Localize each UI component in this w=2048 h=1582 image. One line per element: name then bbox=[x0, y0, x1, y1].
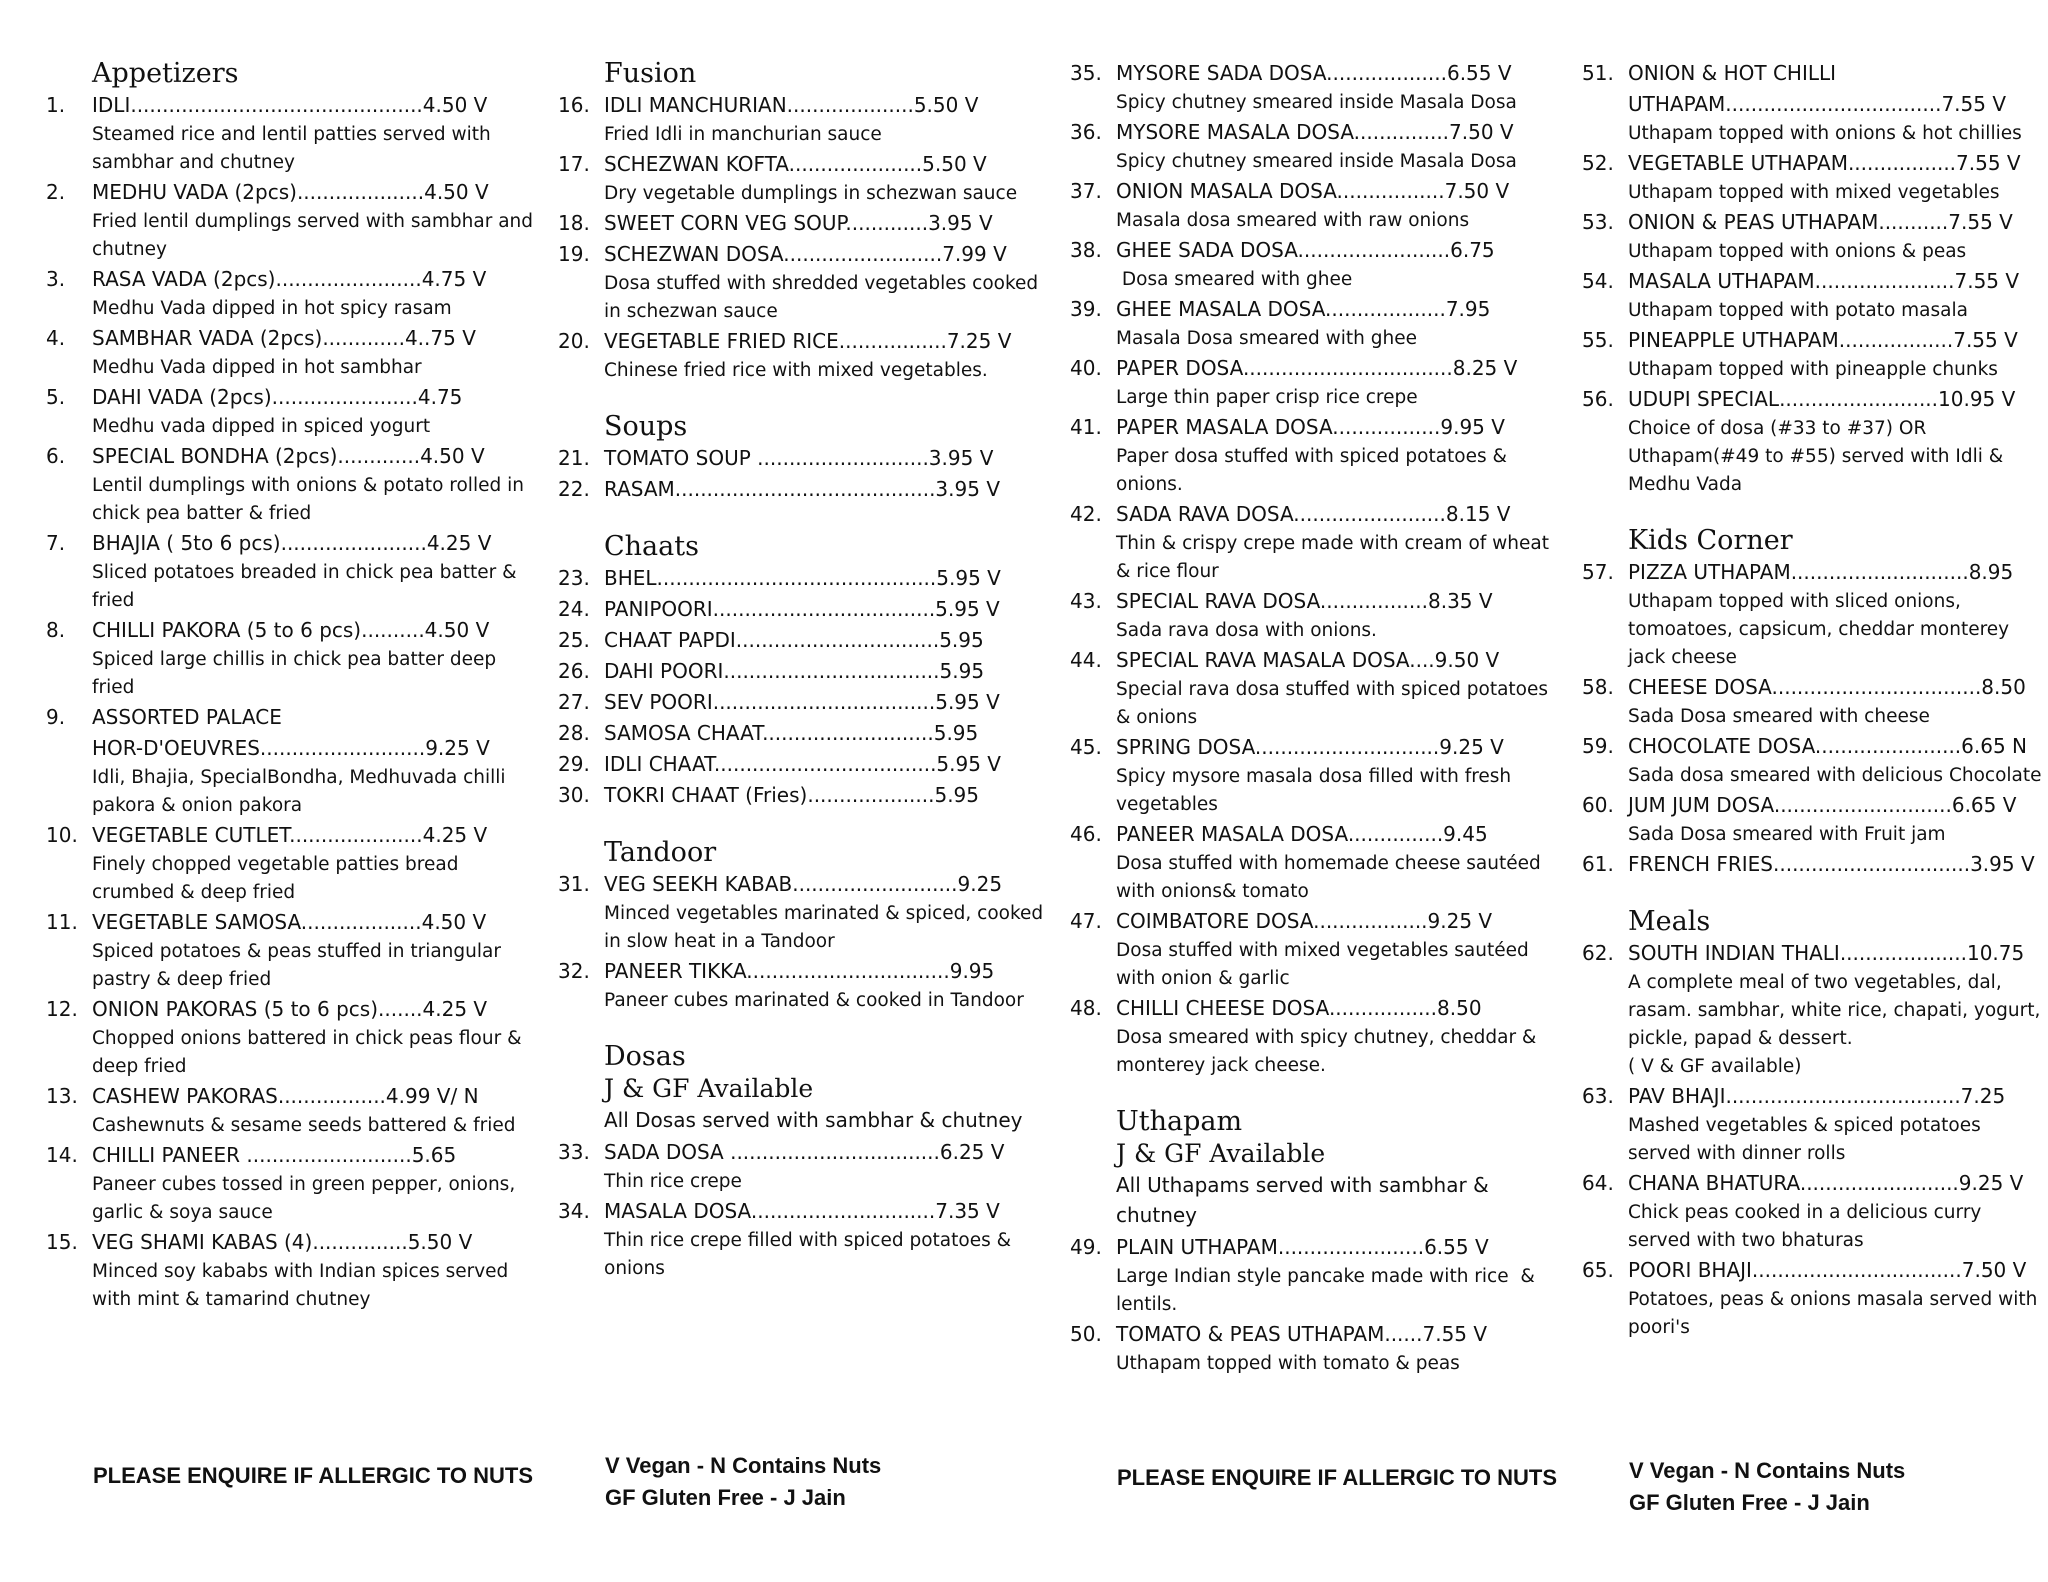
menu-section bbox=[1070, 1106, 1550, 1378]
section-title: Chaats bbox=[604, 531, 699, 562]
allergy-notice bbox=[1117, 1462, 1557, 1494]
item-name-price: SOUTH INDIAN THALI....................10.75 bbox=[1628, 941, 2025, 965]
item-description: Idli, Bhajia, SpecialBondha, Medhuvada chilli pakora & onion pakora bbox=[92, 767, 512, 816]
menu-item bbox=[558, 563, 1048, 594]
item-name-price: MASALA UTHAPAM......................7.55 V bbox=[1628, 269, 2020, 293]
item-number: 33. bbox=[558, 1140, 590, 1164]
item-name-price: CHILLI CHEESE DOSA.................8.50 bbox=[1116, 996, 1482, 1020]
item-name-price: BHAJIA ( 5to 6 pcs).......................4.25 V bbox=[92, 531, 492, 555]
item-name-price: GHEE MASALA DOSA...................7.95 bbox=[1116, 297, 1491, 321]
menu-section bbox=[558, 411, 1048, 505]
item-description: Chopped onions battered in chick peas flour & deep fried bbox=[92, 1028, 528, 1077]
menu-item bbox=[558, 687, 1048, 718]
item-number: 34. bbox=[558, 1199, 590, 1223]
section-title: Soups bbox=[604, 411, 688, 442]
item-description: Steamed rice and lentil patties served with sambhar and chutney bbox=[92, 124, 497, 173]
section-note: All Dosas served with sambhar & chutney bbox=[604, 1108, 1023, 1132]
item-name-price: ASSORTED PALACE HOR-D'OEUVRES..........................9.25 V bbox=[92, 705, 490, 760]
legend bbox=[1629, 1455, 1905, 1519]
item-name-price: SADA RAVA DOSA........................8.15 V bbox=[1116, 502, 1511, 526]
item-number: 49. bbox=[1070, 1235, 1102, 1259]
item-number: 44. bbox=[1070, 648, 1102, 672]
item-number: 39. bbox=[1070, 297, 1102, 321]
item-number: 2. bbox=[46, 180, 66, 204]
item-number: 22. bbox=[558, 477, 590, 501]
item-number: 62. bbox=[1582, 941, 1614, 965]
item-number: 20. bbox=[558, 329, 590, 353]
menu-section bbox=[1582, 58, 2044, 499]
item-name-price: CHILLI PAKORA (5 to 6 pcs)..........4.50 V bbox=[92, 618, 490, 642]
menu-section bbox=[1582, 906, 2044, 1342]
item-number: 65. bbox=[1582, 1258, 1614, 1282]
menu-item bbox=[558, 443, 1048, 474]
item-number: 26. bbox=[558, 659, 590, 683]
menu-item bbox=[558, 780, 1048, 811]
section-title: Uthapam bbox=[1116, 1106, 1243, 1137]
item-description: Cashewnuts & sesame seeds battered & fried bbox=[92, 1115, 516, 1136]
menu-item bbox=[1582, 557, 2044, 672]
item-description: Uthapam topped with onions & hot chillies bbox=[1628, 123, 2022, 144]
item-description: Spicy mysore masala dosa filled with fresh vegetables bbox=[1116, 766, 1518, 815]
item-number: 58. bbox=[1582, 675, 1614, 699]
item-number: 10. bbox=[46, 823, 78, 847]
menu-item bbox=[558, 208, 1048, 239]
item-description: Thin rice crepe filled with spiced potatoes & onions bbox=[604, 1230, 1017, 1279]
item-description: Minced soy kababs with Indian spices served with mint & tamarind chutney bbox=[92, 1261, 515, 1310]
item-description: Spicy chutney smeared inside Masala Dosa bbox=[1116, 92, 1517, 113]
menu-item bbox=[1582, 325, 2044, 384]
item-description: Minced vegetables marinated & spiced, cooked in slow heat in a Tandoor bbox=[604, 903, 1050, 952]
item-number: 41. bbox=[1070, 415, 1102, 439]
section-title: Tandoor bbox=[604, 837, 717, 868]
menu-item bbox=[46, 382, 536, 441]
menu-item bbox=[1070, 58, 1550, 117]
item-name-price: SCHEZWAN DOSA.........................7.99 V bbox=[604, 242, 1007, 266]
item-name-price: PAV BHAJI.....................................7.25 bbox=[1628, 1084, 2006, 1108]
menu-item bbox=[558, 594, 1048, 625]
menu-item bbox=[558, 1196, 1048, 1283]
item-name-price: SADA DOSA .................................6.25 V bbox=[604, 1140, 1005, 1164]
menu-item bbox=[558, 326, 1048, 385]
menu-item bbox=[1070, 993, 1550, 1080]
item-name-price: PLAIN UTHAPAM.......................6.55 V bbox=[1116, 1235, 1489, 1259]
footer-line: V Vegan - N Contains Nuts bbox=[605, 1453, 882, 1478]
item-name-price: SWEET CORN VEG SOUP.............3.95 V bbox=[604, 211, 993, 235]
item-number: 31. bbox=[558, 872, 590, 896]
item-description: Finely chopped vegetable patties bread crumbed & deep fried bbox=[92, 854, 465, 903]
item-number: 48. bbox=[1070, 996, 1102, 1020]
menu-item bbox=[1582, 148, 2044, 207]
allergy-notice bbox=[93, 1460, 533, 1492]
menu-column-3 bbox=[1070, 58, 1555, 1404]
item-name-price: SPECIAL BONDHA (2pcs).............4.50 V bbox=[92, 444, 485, 468]
menu-item bbox=[558, 956, 1048, 1015]
item-description: Dosa stuffed with shredded vegetables cooked in schezwan sauce bbox=[604, 273, 1045, 322]
item-description: Sliced potatoes breaded in chick pea batter & fried bbox=[92, 562, 523, 611]
menu-item bbox=[46, 615, 536, 702]
item-number: 47. bbox=[1070, 909, 1102, 933]
menu-item bbox=[46, 907, 536, 994]
section-title: Fusion bbox=[604, 58, 697, 89]
item-number: 63. bbox=[1582, 1084, 1614, 1108]
item-name-price: SAMBHAR VADA (2pcs).............4..75 V bbox=[92, 326, 476, 350]
item-description: Medhu Vada dipped in hot spicy rasam bbox=[92, 298, 452, 319]
menu-item bbox=[1070, 645, 1554, 732]
item-name-price: COIMBATORE DOSA..................9.25 V bbox=[1116, 909, 1493, 933]
item-name-price: VEGETABLE CUTLET.....................4.25 V bbox=[92, 823, 488, 847]
item-number: 21. bbox=[558, 446, 590, 470]
item-name-price: PANIPOORI...................................5.95 V bbox=[604, 597, 1000, 621]
menu-item bbox=[46, 1081, 536, 1140]
item-name-price: VEGETABLE UTHAPAM.................7.55 V bbox=[1628, 151, 2021, 175]
item-name-price: ONION MASALA DOSA.................7.50 V bbox=[1116, 179, 1510, 203]
item-description: Sada rava dosa with onions. bbox=[1116, 620, 1377, 641]
item-number: 7. bbox=[46, 531, 66, 555]
item-description: Thin rice crepe bbox=[604, 1171, 742, 1192]
item-name-price: PIZZA UTHAPAM............................8.95 bbox=[1628, 560, 2014, 584]
item-description: Medhu Vada dipped in hot sambhar bbox=[92, 357, 422, 378]
menu-item bbox=[1070, 353, 1550, 412]
menu-item bbox=[46, 994, 536, 1081]
menu-item bbox=[558, 656, 1048, 687]
menu-item bbox=[46, 820, 536, 907]
menu-section bbox=[558, 531, 1048, 811]
menu-item bbox=[1070, 294, 1550, 353]
menu-item bbox=[1582, 731, 2044, 790]
menu-item bbox=[46, 702, 536, 820]
menu-item bbox=[1070, 819, 1550, 906]
item-name-price: VEG SEEKH KABAB..........................9.25 bbox=[604, 872, 1003, 896]
item-number: 61. bbox=[1582, 852, 1614, 876]
item-number: 64. bbox=[1582, 1171, 1614, 1195]
menu-item bbox=[1582, 938, 2044, 1081]
item-number: 56. bbox=[1582, 387, 1614, 411]
menu-item bbox=[1582, 672, 2044, 731]
menu-item bbox=[46, 264, 536, 323]
item-number: 13. bbox=[46, 1084, 78, 1108]
item-name-price: MASALA DOSA.............................7.35 V bbox=[604, 1199, 1000, 1223]
footer-line: PLEASE ENQUIRE IF ALLERGIC TO NUTS bbox=[1117, 1465, 1558, 1490]
menu-item bbox=[46, 323, 536, 382]
item-name-price: SPRING DOSA.............................9.25 V bbox=[1116, 735, 1504, 759]
item-number: 60. bbox=[1582, 793, 1614, 817]
item-number: 27. bbox=[558, 690, 590, 714]
item-name-price: PANEER TIKKA................................9.95 bbox=[604, 959, 995, 983]
menu-item bbox=[1070, 235, 1550, 294]
section-title: Appetizers bbox=[92, 58, 239, 89]
item-number: 35. bbox=[1070, 61, 1102, 85]
item-name-price: CHOCOLATE DOSA.......................6.65 N bbox=[1628, 734, 2028, 758]
item-description: Chinese fried rice with mixed vegetables. bbox=[604, 360, 988, 381]
menu-item bbox=[558, 718, 1048, 749]
item-number: 59. bbox=[1582, 734, 1614, 758]
item-name-price: CASHEW PAKORAS.................4.99 V/ N bbox=[92, 1084, 479, 1108]
item-name-price: ONION PAKORAS (5 to 6 pcs).......4.25 V bbox=[92, 997, 488, 1021]
item-name-price: PANEER MASALA DOSA...............9.45 bbox=[1116, 822, 1488, 846]
item-name-price: MEDHU VADA (2pcs)....................4.50 V bbox=[92, 180, 489, 204]
menu-item bbox=[1582, 849, 2044, 880]
item-name-price: CHAAT PAPDI................................5.95 bbox=[604, 628, 984, 652]
item-description: A complete meal of two vegetables, dal, rasam. sambhar, white rice, chapati, yogurt, pickle, papad & dessert. ( V & GF available) bbox=[1628, 972, 2041, 1077]
item-description: Fried lentil dumplings served with sambhar and chutney bbox=[92, 211, 539, 260]
item-number: 51. bbox=[1582, 61, 1614, 85]
item-description: Chick peas cooked in a delicious curry served with two bhaturas bbox=[1628, 1202, 1988, 1251]
item-name-price: TOMATO & PEAS UTHAPAM......7.55 V bbox=[1116, 1322, 1488, 1346]
item-number: 15. bbox=[46, 1230, 78, 1254]
menu-section bbox=[558, 58, 1048, 385]
item-number: 23. bbox=[558, 566, 590, 590]
item-name-price: DAHI POORI..................................5.95 bbox=[604, 659, 985, 683]
item-number: 57. bbox=[1582, 560, 1614, 584]
menu-item bbox=[1582, 1255, 2044, 1342]
menu-section bbox=[1070, 58, 1555, 1080]
item-number: 4. bbox=[46, 326, 66, 350]
item-number: 37. bbox=[1070, 179, 1102, 203]
item-number: 54. bbox=[1582, 269, 1614, 293]
item-number: 29. bbox=[558, 752, 590, 776]
menu-item bbox=[1582, 1081, 2044, 1168]
footer-line: PLEASE ENQUIRE IF ALLERGIC TO NUTS bbox=[93, 1463, 534, 1488]
item-number: 17. bbox=[558, 152, 590, 176]
menu-item bbox=[558, 239, 1048, 326]
item-number: 1. bbox=[46, 93, 66, 117]
menu-item bbox=[1070, 117, 1550, 176]
item-description: Uthapam topped with sliced onions, tomoatoes, capsicum, cheddar monterey jack cheese bbox=[1628, 591, 2016, 668]
item-number: 5. bbox=[46, 385, 66, 409]
menu-item bbox=[46, 1140, 536, 1227]
item-description: Choice of dosa (#33 to #37) OR Uthapam(#49 to #55) served with Idli & Medhu Vada bbox=[1628, 418, 2010, 495]
menu-item bbox=[46, 528, 536, 615]
menu-item bbox=[558, 90, 1048, 149]
item-description: Spicy chutney smeared inside Masala Dosa bbox=[1116, 151, 1517, 172]
item-name-price: ONION & HOT CHILLI UTHAPAM..................................7.55 V bbox=[1628, 61, 2007, 116]
item-description: Masala Dosa smeared with ghee bbox=[1116, 328, 1417, 349]
section-title: Kids Corner bbox=[1628, 525, 1793, 556]
item-number: 12. bbox=[46, 997, 78, 1021]
menu-item bbox=[1582, 207, 2044, 266]
item-description: Paneer cubes tossed in green pepper, onions, garlic & soya sauce bbox=[92, 1174, 522, 1223]
item-description: Dosa smeared with ghee bbox=[1116, 269, 1353, 290]
item-name-price: CHEESE DOSA.................................8.50 bbox=[1628, 675, 2026, 699]
item-number: 14. bbox=[46, 1143, 78, 1167]
menu-section bbox=[558, 1041, 1048, 1283]
item-name-price: PAPER DOSA.................................8.25 V bbox=[1116, 356, 1518, 380]
menu-item bbox=[1582, 790, 2044, 849]
item-name-price: TOKRI CHAAT (Fries)....................5.95 bbox=[604, 783, 980, 807]
item-description: Dosa stuffed with homemade cheese sautéed with onions& tomato bbox=[1116, 853, 1547, 902]
item-description: Sada dosa smeared with delicious Chocolate bbox=[1628, 765, 2042, 786]
item-description: Uthapam topped with potato masala bbox=[1628, 300, 1968, 321]
item-description: Masala dosa smeared with raw onions bbox=[1116, 210, 1470, 231]
menu-item bbox=[46, 90, 536, 177]
item-name-price: RASA VADA (2pcs).......................4.75 V bbox=[92, 267, 487, 291]
menu-item bbox=[1070, 176, 1550, 235]
footer-line: GF Gluten Free - J Jain bbox=[1629, 1490, 1870, 1515]
item-number: 38. bbox=[1070, 238, 1102, 262]
item-name-price: VEGETABLE SAMOSA...................4.50 V bbox=[92, 910, 487, 934]
menu-section bbox=[558, 837, 1048, 1015]
item-number: 45. bbox=[1070, 735, 1102, 759]
menu-item bbox=[1582, 266, 2044, 325]
item-name-price: RASAM.........................................3.95 V bbox=[604, 477, 1000, 501]
item-description: Dry vegetable dumplings in schezwan sauce bbox=[604, 183, 1018, 204]
menu-item bbox=[46, 441, 536, 528]
item-description: Paper dosa stuffed with spiced potatoes & onions. bbox=[1116, 446, 1513, 495]
item-number: 32. bbox=[558, 959, 590, 983]
item-number: 42. bbox=[1070, 502, 1102, 526]
item-description: Thin & crispy crepe made with cream of wheat & rice flour bbox=[1116, 533, 1555, 582]
menu-item bbox=[1070, 586, 1550, 645]
item-name-price: CHILLI PANEER ..........................5.65 bbox=[92, 1143, 457, 1167]
section-subtitle: J & GF Available bbox=[1116, 1139, 1326, 1168]
item-name-price: SCHEZWAN KOFTA.....................5.50 V bbox=[604, 152, 987, 176]
menu-item bbox=[1582, 384, 2044, 499]
item-number: 25. bbox=[558, 628, 590, 652]
item-name-price: PINEAPPLE UTHAPAM..................7.55 V bbox=[1628, 328, 2018, 352]
item-description: Potatoes, peas & onions masala served with poori's bbox=[1628, 1289, 2044, 1338]
menu-item bbox=[1582, 58, 2044, 148]
item-description: Dosa smeared with spicy chutney, cheddar & monterey jack cheese. bbox=[1116, 1027, 1543, 1076]
item-name-price: ONION & PEAS UTHAPAM...........7.55 V bbox=[1628, 210, 2013, 234]
menu-item bbox=[1070, 1232, 1550, 1319]
menu-item bbox=[558, 749, 1048, 780]
item-name-price: SPECIAL RAVA MASALA DOSA....9.50 V bbox=[1116, 648, 1500, 672]
item-description: Large Indian style pancake made with rice & lentils. bbox=[1116, 1266, 1541, 1315]
item-number: 3. bbox=[46, 267, 66, 291]
item-name-price: SAMOSA CHAAT...........................5.95 bbox=[604, 721, 979, 745]
item-number: 53. bbox=[1582, 210, 1614, 234]
item-description: Sada Dosa smeared with cheese bbox=[1628, 706, 1930, 727]
menu-item bbox=[46, 1227, 536, 1314]
item-number: 40. bbox=[1070, 356, 1102, 380]
item-description: Mashed vegetables & spiced potatoes served with dinner rolls bbox=[1628, 1115, 1987, 1164]
item-description: Uthapam topped with mixed vegetables bbox=[1628, 182, 2000, 203]
item-name-price: BHEL............................................5.95 V bbox=[604, 566, 1001, 590]
menu-item bbox=[558, 149, 1048, 208]
item-number: 18. bbox=[558, 211, 590, 235]
item-description: Special rava dosa stuffed with spiced potatoes & onions bbox=[1116, 679, 1554, 728]
section-title: Meals bbox=[1628, 906, 1711, 937]
item-name-price: TOMATO SOUP ...........................3.95 V bbox=[604, 446, 994, 470]
menu-item bbox=[1070, 1319, 1550, 1378]
item-name-price: VEG SHAMI KABAS (4)...............5.50 V bbox=[92, 1230, 473, 1254]
item-number: 24. bbox=[558, 597, 590, 621]
menu-item bbox=[1070, 906, 1550, 993]
item-name-price: UDUPI SPECIAL.........................10.95 V bbox=[1628, 387, 2016, 411]
item-number: 9. bbox=[46, 705, 66, 729]
menu-item bbox=[558, 869, 1048, 956]
menu-item bbox=[558, 474, 1048, 505]
item-description: Medhu vada dipped in spiced yogurt bbox=[92, 416, 431, 437]
item-number: 11. bbox=[46, 910, 78, 934]
item-description: Fried Idli in manchurian sauce bbox=[604, 124, 882, 145]
item-description: Uthapam topped with onions & peas bbox=[1628, 241, 1967, 262]
item-number: 52. bbox=[1582, 151, 1614, 175]
item-number: 50. bbox=[1070, 1322, 1102, 1346]
item-number: 36. bbox=[1070, 120, 1102, 144]
item-description: Spiced potatoes & peas stuffed in triangular pastry & deep fried bbox=[92, 941, 507, 990]
menu-item bbox=[1582, 1168, 2044, 1255]
item-name-price: IDLI CHAAT...................................5.95 V bbox=[604, 752, 1001, 776]
item-name-price: DAHI VADA (2pcs).......................4.75 bbox=[92, 385, 463, 409]
footer-line: GF Gluten Free - J Jain bbox=[605, 1485, 846, 1510]
item-number: 8. bbox=[46, 618, 66, 642]
section-subtitle: J & GF Available bbox=[604, 1074, 814, 1103]
item-name-price: MYSORE SADA DOSA...................6.55 V bbox=[1116, 61, 1512, 85]
item-name-price: IDLI..............................................4.50 V bbox=[92, 93, 488, 117]
item-number: 28. bbox=[558, 721, 590, 745]
item-description: Uthapam topped with pineapple chunks bbox=[1628, 359, 1998, 380]
item-number: 6. bbox=[46, 444, 66, 468]
item-name-price: MYSORE MASALA DOSA...............7.50 V bbox=[1116, 120, 1514, 144]
item-description: Sada Dosa smeared with Fruit jam bbox=[1628, 824, 1946, 845]
item-name-price: SPECIAL RAVA DOSA.................8.35 V bbox=[1116, 589, 1493, 613]
menu-item bbox=[1070, 732, 1550, 819]
item-description: Lentil dumplings with onions & potato rolled in chick pea batter & fried bbox=[92, 475, 530, 524]
item-name-price: IDLI MANCHURIAN....................5.50 V bbox=[604, 93, 979, 117]
footer-line: V Vegan - N Contains Nuts bbox=[1629, 1458, 1906, 1483]
section-note: All Uthapams served with sambhar & chutney bbox=[1116, 1173, 1489, 1227]
menu-section bbox=[1582, 525, 2044, 880]
item-name-price: SEV POORI...................................5.95 V bbox=[604, 690, 1000, 714]
menu-item bbox=[558, 625, 1048, 656]
item-number: 30. bbox=[558, 783, 590, 807]
item-description: Paneer cubes marinated & cooked in Tandoor bbox=[604, 990, 1024, 1011]
item-description: Uthapam topped with tomato & peas bbox=[1116, 1353, 1460, 1374]
item-name-price: CHANA BHATURA.........................9.25 V bbox=[1628, 1171, 2024, 1195]
item-description: Dosa stuffed with mixed vegetables sautéed with onion & garlic bbox=[1116, 940, 1535, 989]
item-number: 43. bbox=[1070, 589, 1102, 613]
item-number: 16. bbox=[558, 93, 590, 117]
menu-column-4 bbox=[1582, 58, 2044, 1368]
item-number: 19. bbox=[558, 242, 590, 266]
menu-column-2 bbox=[558, 58, 1048, 1309]
menu-item bbox=[558, 1137, 1048, 1196]
legend bbox=[605, 1450, 881, 1514]
item-name-price: JUM JUM DOSA............................6.65 V bbox=[1628, 793, 2017, 817]
section-title: Dosas bbox=[604, 1041, 686, 1072]
item-description: Large thin paper crisp rice crepe bbox=[1116, 387, 1418, 408]
item-description: Spiced large chillis in chick pea batter deep fried bbox=[92, 649, 503, 698]
item-number: 55. bbox=[1582, 328, 1614, 352]
item-name-price: GHEE SADA DOSA........................6.75 bbox=[1116, 238, 1495, 262]
menu-item bbox=[1070, 412, 1550, 499]
item-name-price: POORI BHAJI.................................7.50 V bbox=[1628, 1258, 2027, 1282]
menu-item bbox=[46, 177, 539, 264]
menu-item bbox=[1070, 499, 1555, 586]
menu-column-1 bbox=[46, 58, 539, 1340]
item-name-price: VEGETABLE FRIED RICE.................7.25 V bbox=[604, 329, 1012, 353]
item-name-price: PAPER MASALA DOSA.................9.95 V bbox=[1116, 415, 1505, 439]
menu-section bbox=[46, 58, 539, 1314]
item-name-price: FRENCH FRIES...............................3.95 V bbox=[1628, 852, 2035, 876]
item-number: 46. bbox=[1070, 822, 1102, 846]
